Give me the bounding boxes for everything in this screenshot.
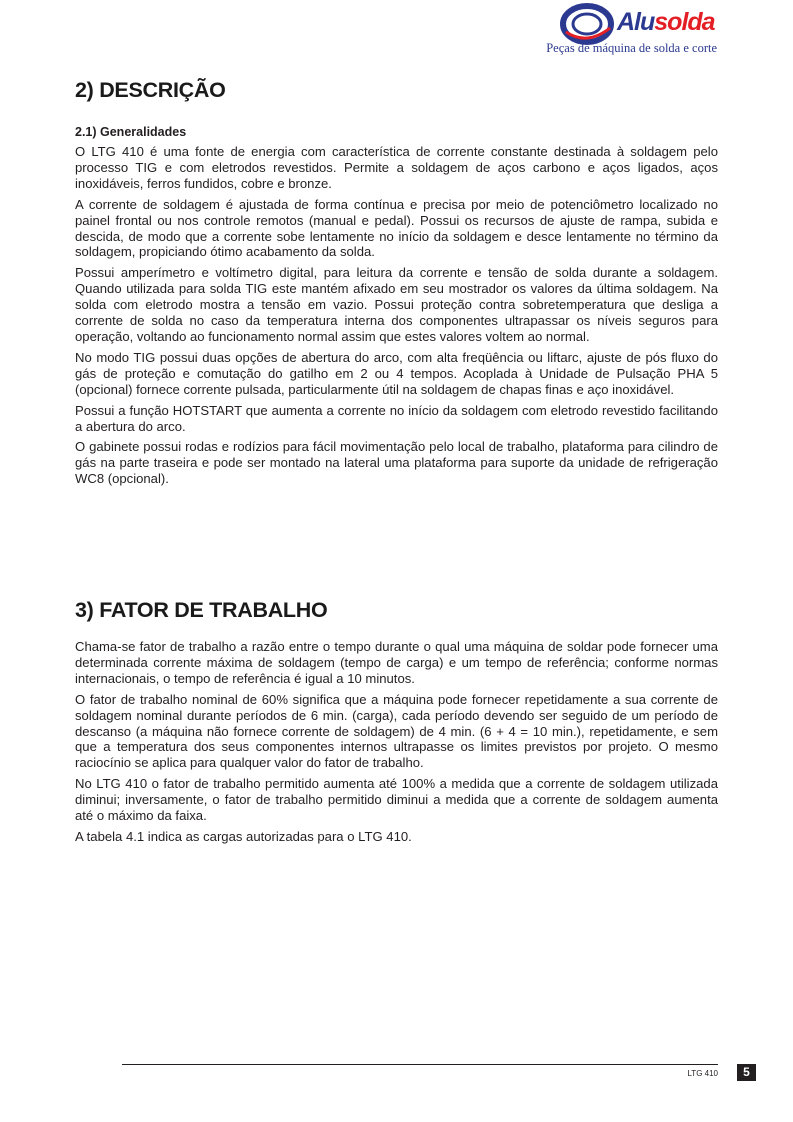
section-duty-cycle	[75, 598, 718, 850]
footer-divider	[122, 1064, 718, 1065]
brand-logo	[546, 2, 720, 60]
paragraph: A tabela 4.1 indica as cargas autorizadas para o LTG 410.	[75, 828, 412, 844]
subsection-title: 2.1) Generalidades	[75, 125, 187, 139]
section-title: 3) FATOR DE TRABALHO	[75, 598, 328, 622]
section-title: 2) DESCRIÇÃO	[75, 78, 226, 102]
paragraph: A corrente de soldagem é ajustada de forma contínua e precisa por meio de potenciômetro localizado no painel frontal ou nos controle remotos (manual e pedal). Possui os recursos de ajuste de rampa, subida e descida, de modo que a corrente sobe lentamente no início da soldagem e desce lentamente no término da soldagem, propiciando ótimo acabamento da solda.	[75, 196, 718, 260]
paragraph: Chama-se fator de trabalho a razão entre o tempo durante o qual uma máquina de soldar pode fornecer uma determinada corrente máxima de soldagem (tempo de carga) e um tempo de referência; conforme normas internacionais, o tempo de referência é igual a 10 minutos.	[75, 639, 718, 686]
paragraph: No LTG 410 o fator de trabalho permitido aumenta até 100% a medida que a corrente de soldagem utilizada diminui; inversamente, o fator de trabalho permitido diminui a medida que a corrente de soldagem aumenta até o máximo da faixa.	[75, 776, 718, 824]
section-description	[75, 78, 718, 492]
page-number: 5	[737, 1064, 756, 1081]
paragraph: O gabinete possui rodas e rodízios para fácil movimentação pelo local de trabalho, plataforma para cilindro de gás na parte traseira e pode ser montado na lateral uma plataforma para suporte da unidade de refrigeração WC8 (opcional).	[75, 439, 718, 487]
footer-model-label: LTG 410	[687, 1069, 718, 1078]
swirl-logo-icon	[560, 2, 616, 46]
paragraph: O fator de trabalho nominal de 60% significa que a máquina pode fornecer repetidamente a sua corrente de soldagem nominal durante períodos de 6 min. (carga), cada período devendo ser seguido de um período de descanso (a máquina não fornece corrente de soldagem) de 4 min. (6 + 4 = 10 min.), repetidamente, e sem que a temperatura dos seus componentes internos ultrapasse os limites previstos por projeto. O mesmo raciocínio se aplica para qualquer valor do fator de trabalho.	[75, 691, 718, 771]
brand-tagline: Peças de máquina de solda e corte	[546, 41, 717, 55]
paragraph: Possui amperímetro e voltímetro digital, para leitura da corrente e tensão de solda durante a soldagem. Quando utilizada para solda TIG este mantém afixado em seu mostrador os valores da última soldagem. Na solda com eletrodo mostra a tensão em vazio. Possui proteção contra sobretemperatura que desliga a corrente de solda no caso da temperatura interna dos componentes ultrapassar os níveis seguros para operação, voltando ao funcionamento normal assim que estes valores voltem ao normal.	[75, 265, 718, 344]
brand-wordmark: Alusolda	[617, 8, 715, 36]
paragraph: O LTG 410 é uma fonte de energia com característica de corrente constante destinada à soldagem pelo processo TIG e com eletrodos revestidos. Permite a soldagem de aços carbono e aços ligados, aços inoxidáveis, ferros fundidos, cobre e bronze.	[75, 144, 718, 191]
paragraph: No modo TIG possui duas opções de abertura do arco, com alta freqüência ou liftarc, ajuste de pós fluxo do gás de proteção e comutação do gatilho em 2 ou 4 tempos. Acoplada à Unidade de Pulsação PHA 5 (opcional) fornece corrente pulsada, particularmente útil na soldagem de chapas finas e aço inoxidável.	[75, 349, 718, 397]
paragraph: Possui a função HOTSTART que aumenta a corrente no início da soldagem com eletrodo revestido facilitando a abertura do arco.	[75, 402, 718, 434]
